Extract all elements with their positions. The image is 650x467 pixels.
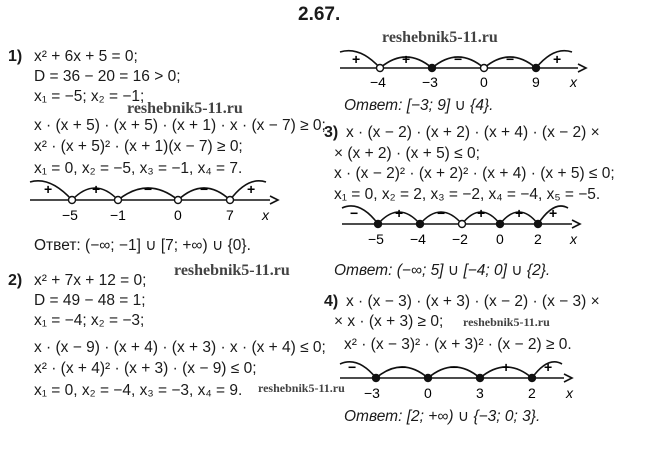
equation-line: x · (x − 2) · (x + 2) · (x + 4) · (x − 2) × xyxy=(346,124,600,141)
sign-label: − xyxy=(348,359,357,375)
number-line xyxy=(340,358,590,403)
equation-line: x² · (x + 5)² · (x + 1)(x − 7) ≥ 0; xyxy=(34,138,243,155)
tick-label: 9 xyxy=(532,74,540,90)
sign-label: + xyxy=(352,51,361,67)
sign-label: − xyxy=(506,51,515,67)
number-line xyxy=(342,202,592,252)
problem-number: 1) xyxy=(8,48,23,65)
sign-label: + xyxy=(477,205,486,221)
equation-line: × (x + 2) · (x + 5) ≤ 0; xyxy=(334,145,480,162)
tick-label: −5 xyxy=(62,207,78,223)
equation-line: x · (x − 9) · (x + 4) · (x + 3) · x · (x + 4) ≤ 0; xyxy=(34,339,326,356)
tick-label: −5 xyxy=(368,231,384,247)
tick-label: −3 xyxy=(422,74,438,90)
tick-label: 0 xyxy=(424,385,432,401)
equation-line: x² · (x − 3)² · (x + 3)² · (x − 2) ≥ 0. xyxy=(344,336,572,353)
problem-number: 3) xyxy=(324,124,339,141)
axis-variable: x xyxy=(570,74,577,90)
equation-line: D = 36 − 20 = 16 > 0; xyxy=(34,68,181,85)
equation-line: × x · (x + 3) ≥ 0; xyxy=(334,313,444,330)
watermark: reshebnik5-11.ru xyxy=(174,262,290,279)
tick-label: −2 xyxy=(452,231,468,247)
watermark: reshebnik5-11.ru xyxy=(463,315,550,329)
answer: Ответ: (−∞; 5] ∪ [−4; 0] ∪ {2}. xyxy=(334,262,551,279)
number-line xyxy=(30,178,280,228)
axis-variable: x xyxy=(262,207,269,223)
equation-line: x · (x − 3) · (x + 3) · (x − 2) · (x − 3) × xyxy=(346,293,600,310)
equation-line: x · (x − 2)² · (x + 2)² · (x + 4) · (x + 5) ≤ 0; xyxy=(334,165,615,182)
sign-label: + xyxy=(502,359,511,375)
sign-label: + xyxy=(44,181,53,197)
tick-label: −3 xyxy=(364,385,380,401)
sign-label: + xyxy=(92,181,101,197)
axis-variable: x xyxy=(570,231,577,247)
tick-label: 0 xyxy=(480,74,488,90)
equation-line: D = 49 − 48 = 1; xyxy=(34,292,146,309)
tick-label: 0 xyxy=(174,207,182,223)
equation-line: x₁ = 0, x₂ = 2, x₃ = −2, x₄ = −4, x₅ = −5. xyxy=(334,186,601,203)
watermark: reshebnik5-11.ru xyxy=(382,29,498,46)
problem-number: 2) xyxy=(8,272,23,289)
tick-label: 7 xyxy=(226,207,234,223)
tick-label: 0 xyxy=(496,231,504,247)
problem-title: 2.67. xyxy=(298,4,341,25)
sign-label: − xyxy=(437,205,446,221)
equation-line: x² + 7x + 12 = 0; xyxy=(34,272,147,289)
sign-label: + xyxy=(247,181,256,197)
sign-label: − xyxy=(450,359,459,375)
watermark: reshebnik5-11.ru xyxy=(127,100,243,117)
sign-label: + xyxy=(402,51,411,67)
equation-line: x₁ = −5; x₂ = −1; xyxy=(34,88,145,105)
answer: Ответ: [2; +∞) ∪ {−3; 0; 3}. xyxy=(344,408,541,425)
sign-label: + xyxy=(544,359,553,375)
sign-label: + xyxy=(515,205,524,221)
tick-label: −1 xyxy=(110,207,126,223)
sign-label: − xyxy=(144,181,153,197)
tick-label: 2 xyxy=(534,231,542,247)
answer: Ответ: (−∞; −1] ∪ [7; +∞) ∪ {0}. xyxy=(34,237,251,254)
equation-line: x₁ = 0, x₂ = −5, x₃ = −1, x₄ = 7. xyxy=(34,160,243,177)
sign-label: + xyxy=(549,205,558,221)
axis-variable: x xyxy=(566,385,573,401)
sign-label: + xyxy=(395,205,404,221)
watermark: reshebnik5-11.ru xyxy=(258,381,345,395)
equation-line: x² + 6x + 5 = 0; xyxy=(34,48,138,65)
problem-number: 4) xyxy=(324,293,339,310)
equation-line: x² · (x + 4)² · (x + 3) · (x − 9) ≤ 0; xyxy=(34,360,257,377)
number-line xyxy=(340,48,590,93)
sign-label: − xyxy=(350,205,359,221)
equation-line: x₁ = 0, x₂ = −4, x₃ = −3, x₄ = 9. xyxy=(34,382,243,399)
tick-label: −4 xyxy=(410,231,426,247)
sign-label: − xyxy=(454,51,463,67)
sign-label: − xyxy=(200,181,209,197)
answer: Ответ: [−3; 9] ∪ {4}. xyxy=(344,97,494,114)
tick-label: −4 xyxy=(370,74,386,90)
tick-label: 2 xyxy=(528,385,536,401)
sign-label: + xyxy=(553,51,562,67)
sign-label: − xyxy=(398,359,407,375)
tick-label: 3 xyxy=(476,385,484,401)
equation-line: x₁ = −4; x₂ = −3; xyxy=(34,312,145,329)
equation-line: x · (x + 5) · (x + 5) · (x + 1) · x · (x − 7) ≥ 0; xyxy=(34,117,326,134)
